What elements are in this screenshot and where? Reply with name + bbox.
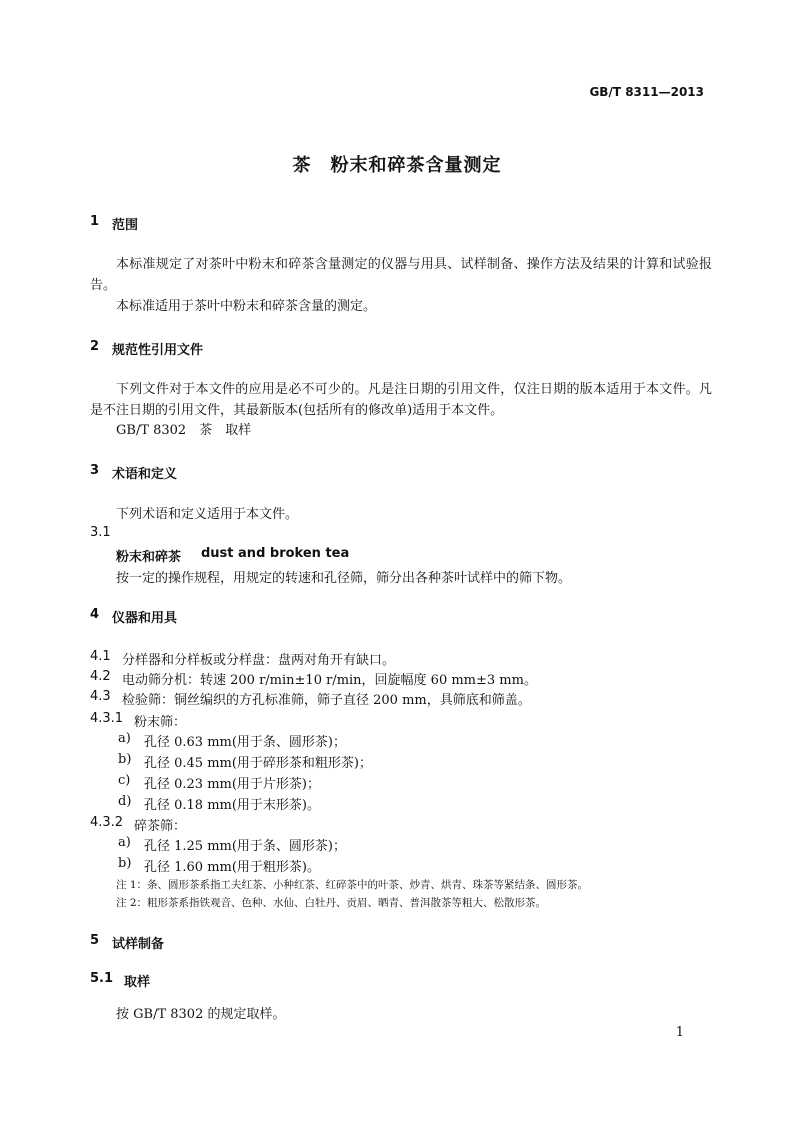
section-2-paragraph: 下列文件对于本文件的应用是必不可少的。凡是注日期的引用文件，仅注日期的版本适用于本文件。凡是不注日期的引用文件，其最新版本(包括所有的修改单)适用于本文件。 xyxy=(90,382,712,418)
note-1: 注 1：条、圆形茶系指工夫红茶、小种红茶、红碎茶中的叶茶、炒青、烘青、珠茶等紧结条、圆形茶。 xyxy=(116,879,589,891)
section-5-1-paragraph: 按 GB/T 8302 的规定取样。 xyxy=(116,1007,286,1022)
clause-4-3-1-text: 粉末筛： xyxy=(134,715,187,730)
list-item-label: a) xyxy=(118,731,131,746)
standard-number: GB/T 8311—2013 xyxy=(589,85,704,99)
section-4-number: 4 xyxy=(90,607,100,622)
list-item-text: 孔径 1.60 mm(用于粗形茶)。 xyxy=(144,860,321,875)
section-1-paragraph-2: 本标准适用于茶叶中粉末和碎茶含量的测定。 xyxy=(116,299,377,314)
section-1-heading: 范围 xyxy=(112,218,139,233)
section-5-1-heading: 取样 xyxy=(124,975,151,990)
list-item-text: 孔径 0.18 mm(用于末形茶)。 xyxy=(144,798,321,813)
list-item-label: b) xyxy=(118,856,132,871)
clause-4-2-text: 电动筛分机：转速 200 r/min±10 r/min，回旋幅度 60 mm±3 mm。 xyxy=(122,673,537,688)
list-item-label: b) xyxy=(118,752,132,767)
section-1-number: 1 xyxy=(90,214,100,229)
list-item-label: a) xyxy=(118,835,131,850)
normative-reference: GB/T 8302 茶 取样 xyxy=(116,423,252,438)
term-definition: 按一定的操作规程，用规定的转速和孔径筛，筛分出各种茶叶试样中的筛下物。 xyxy=(116,571,572,586)
section-4-heading: 仪器和用具 xyxy=(112,611,178,626)
clause-4-3-number: 4.3 xyxy=(90,689,111,704)
list-item-text: 孔径 1.25 mm(用于条、圆形茶)； xyxy=(144,839,347,854)
section-2-number: 2 xyxy=(90,339,100,354)
clause-4-3-2-number: 4.3.2 xyxy=(90,815,124,830)
section-3-heading: 术语和定义 xyxy=(112,467,178,482)
term-chinese: 粉末和碎茶 xyxy=(116,550,182,565)
section-5-number: 5 xyxy=(90,933,100,948)
clause-4-3-1-number: 4.3.1 xyxy=(90,711,124,726)
note-2: 注 2：粗形茶系指铁观音、色种、水仙、白牡丹、贡眉、晒青、普洱散茶等粗大、松散形茶。 xyxy=(116,897,547,909)
clause-4-3-text: 检验筛：铜丝编织的方孔标准筛，筛子直径 200 mm，具筛底和筛盖。 xyxy=(122,693,531,708)
list-item-text: 孔径 0.63 mm(用于条、圆形茶)； xyxy=(144,735,347,750)
page-number: 1 xyxy=(675,1025,684,1040)
section-5-heading: 试样制备 xyxy=(112,937,165,952)
clause-4-2-number: 4.2 xyxy=(90,669,111,684)
list-item-label: d) xyxy=(118,794,132,809)
document-title: 茶 粉末和碎茶含量测定 xyxy=(292,155,502,176)
list-item-text: 孔径 0.23 mm(用于片形茶)； xyxy=(144,777,321,792)
list-item-text: 孔径 0.45 mm(用于碎形茶和粗形茶)； xyxy=(144,756,373,771)
list-item-label: c) xyxy=(118,773,131,788)
term-number: 3.1 xyxy=(90,525,111,540)
clause-4-1-text: 分样器和分样板或分样盘：盘两对角开有缺口。 xyxy=(122,653,396,668)
section-5-1-number: 5.1 xyxy=(90,971,114,986)
term-english: dust and broken tea xyxy=(201,546,350,561)
clause-4-3-2-text: 碎茶筛： xyxy=(134,819,187,834)
section-1-paragraph-1: 本标准规定了对茶叶中粉末和碎茶含量测定的仪器与用具、试样制备、操作方法及结果的计算和试验报告。 xyxy=(90,257,712,293)
clause-4-1-number: 4.1 xyxy=(90,649,111,664)
section-3-number: 3 xyxy=(90,463,100,478)
section-2-heading: 规范性引用文件 xyxy=(112,343,204,358)
section-3-paragraph: 下列术语和定义适用于本文件。 xyxy=(116,507,299,522)
